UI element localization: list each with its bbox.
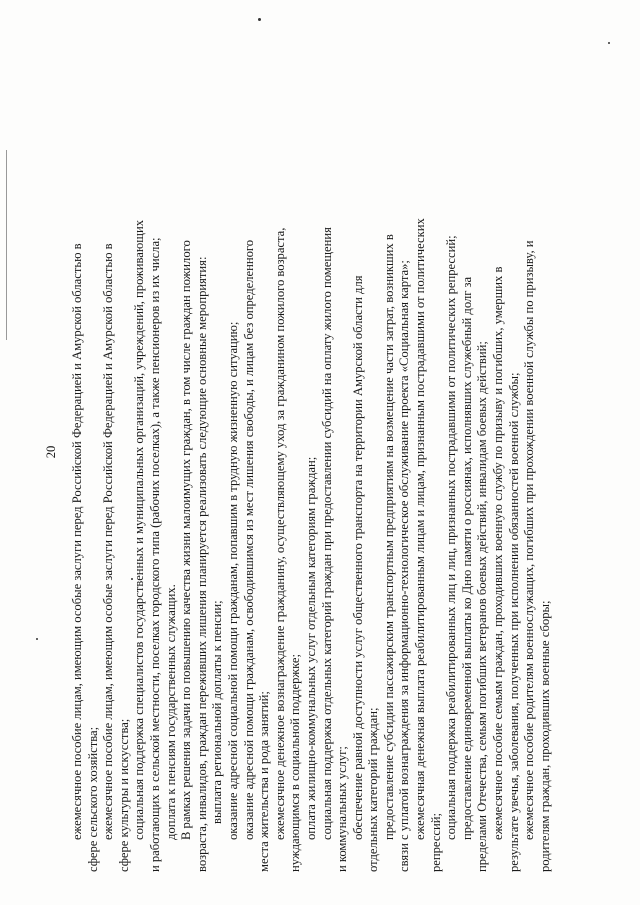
document-line: отдельных категорий граждан; <box>366 707 381 872</box>
scan-speck <box>608 42 610 44</box>
document-line: ежемесячное пособие лицам, имеющим особые заслуги перед Российской Федерацией и Амурской областью в <box>70 243 84 840</box>
document-line: ежемесячное пособие родителям военнослужащих, погибших при прохождении военной службы по призыву, и <box>522 240 537 840</box>
document-line: репрессий; <box>428 813 443 872</box>
document-line: сфере сельского хозяйства; <box>85 726 100 872</box>
scan-speck <box>36 638 38 640</box>
scan-edge-line <box>6 150 7 340</box>
rotated-document-text <box>40 32 600 872</box>
document-line: социальная поддержка реабилитированных лиц и лиц, признанных пострадавшими от политических репрессий; <box>444 235 459 840</box>
document-line: доплата к пенсиям государственных служащих. <box>163 584 178 840</box>
document-line: ежемесячное пособие семьям граждан, проходивших военную службу по призыву и погибших, умерших в <box>491 266 506 840</box>
document-line: социальная поддержка специалистов государственных и муниципальных организаций, учреждений, проживающих <box>132 219 147 840</box>
document-body <box>70 32 553 872</box>
scan-speck <box>258 18 261 21</box>
document-line: пределами Отечества, семьям погибших ветеранов боевых действий, инвалидам боевых действий; <box>475 341 490 872</box>
document-line: ежемесячная денежная выплата реабилитированным лицам и лицам, признанным пострадавшими от политических <box>413 218 428 840</box>
document-line: выплата региональной доплаты к пенсии; <box>210 600 225 824</box>
document-line: и коммунальных услуг; <box>335 746 350 872</box>
document-line: социальная поддержка отдельных категорий граждан при предоставлении субсидий на оплату жилого помещения <box>319 227 334 840</box>
document-line: результате увечья, заболевания, полученных при исполнении обязанностей военной службы; <box>506 372 521 872</box>
document-line: возраста, инвалидов, граждан переживших лишения планируется реализовать следующие основные мероприятия: <box>194 256 209 872</box>
document-line: сфере культуры и искусства; <box>116 718 131 872</box>
document-line: предоставление субсидии пассажирским транспортным предприятиям на возмещение части затрат, возникших в <box>381 234 396 840</box>
document-line: связи с уплатой вознаграждения за информационно-технологическое обслуживание проекта «Социальная карта»; <box>397 260 412 872</box>
page-number: 20 <box>44 445 58 459</box>
document-line: оказание адресной помощи гражданам, освободившимся из мест лишения свободы, и лицам без определенного <box>241 239 256 840</box>
document-line: места жительства и рода занятий; <box>257 691 272 872</box>
document-line: В рамках решения задачи по повышению качества жизни малоимущих граждан, в том числе граждан пожилого <box>179 240 194 840</box>
document-line: нуждающимся в социальной поддержке; <box>288 654 303 872</box>
document-line: обеспечение равной доступности услуг общественного транспорта на территории Амурской области для <box>350 275 365 840</box>
document-line: предоставление единовременной выплаты ко Дню памяти о россиянах, исполнявших служебный долг за <box>459 276 474 840</box>
document-line: ежемесячное денежное вознаграждение гражданину, осуществляющему уход за гражданином пожилого возраста, <box>272 227 287 840</box>
document-line: оплата жилищно-коммунальных услуг отдельным категориям граждан; <box>303 456 318 840</box>
document-line: родителям граждан, проходивших военные сборы; <box>537 600 552 872</box>
document-line: и работающих в сельской местности, поселках городского типа (рабочих поселках), а также пенсионеров из их числа; <box>147 237 162 872</box>
document-line: оказание адресной социальной помощи гражданам, попавшим в трудную жизненную ситуацию; <box>225 321 240 840</box>
document-line: ежемесячное пособие лицам, имеющим особые заслуги перед Российской Федерацией и Амурской областью в <box>101 243 116 840</box>
